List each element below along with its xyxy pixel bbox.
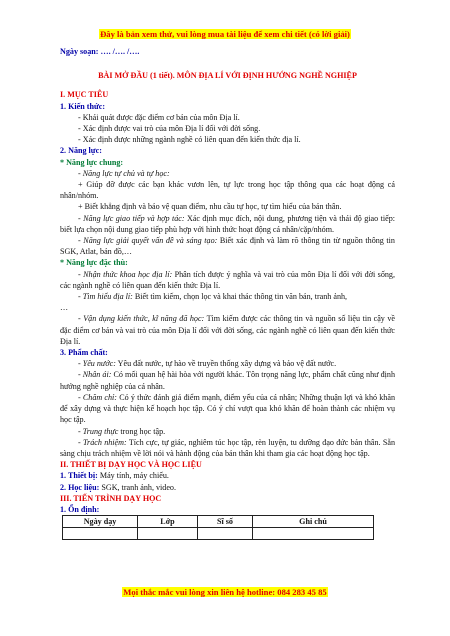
specific-competence-item [60, 313, 395, 347]
section-procedure-heading: III. TIẾN TRÌNH DẠY HỌC [60, 493, 162, 503]
quality-item [60, 437, 395, 459]
materials-line [60, 482, 395, 493]
quality-label: - Yêu nước: [78, 359, 116, 369]
competence-heading: 2. Năng lực: [60, 146, 102, 156]
communication-text: Xác định mục đích, nội dung, phương tiện và thái độ giao tiếp: biết lựa chọn nội dung giao tiếp phù hợp với hình thức hoạt động cá nhân/cặp/nhóm. [60, 213, 395, 234]
ellipsis-line: … [60, 303, 69, 313]
header-notes: Ghi chú [253, 516, 374, 528]
specific-competence-label: - Vận dụng kiến thức, kĩ năng đã học: [78, 314, 205, 324]
specific-competence-item [60, 269, 395, 291]
specific-competence-text: Biết tìm kiếm, chọn lọc và khai thác thông tin văn bản, tranh ảnh, [132, 292, 348, 302]
specific-competence-heading: * Năng lực đặc thù: [60, 258, 128, 268]
preview-notice-banner [0, 29, 450, 39]
specific-competence-text: Phân tích được ý nghĩa và vai trò của môn Địa lí đối với đời sống, các ngành nghề có liên quan đến kiến thức Địa lí. [60, 269, 395, 290]
self-study-item: + Biết khẳng định và bảo vệ quan điểm, nhu cầu tự học, tự tìm hiểu của bản thân. [78, 202, 342, 212]
materials-label: 2. Học liệu: [60, 482, 100, 492]
specific-competence-label: - Nhận thức khoa học địa lí: [78, 269, 173, 279]
table-cell [253, 528, 374, 540]
knowledge-item: - Xác định được vai trò của môn Địa lí đối với đời sống. [78, 124, 261, 134]
quality-item [60, 426, 395, 437]
hotline-banner [0, 587, 450, 597]
quality-text: Tích cực, tự giác, nghiêm túc học tập, rèn luyện, tu dưỡng đạo đức bản thân. Sẵn sàng chịu trách nhiệm về lời nói và hành động của bản thân khi tham gia các hoạt động học tập. [60, 437, 395, 458]
communication-paragraph [60, 213, 395, 235]
quality-text: Có mối quan hệ hài hòa với người khác. Tôn trọng năng lực, phẩm chất cũng như định hướng nghề nghiệp của cá nhân. [60, 370, 395, 391]
equipment-line [60, 470, 395, 481]
section-objectives-heading: I. MỤC TIÊU [60, 90, 109, 100]
lesson-document [60, 46, 395, 540]
specific-competence-label: - Tìm hiểu địa lí: [78, 292, 133, 302]
quality-item [60, 392, 395, 426]
equipment-text: Máy tính, máy chiếu. [97, 471, 169, 481]
equipment-label: 1. Thiết bị: [60, 471, 98, 481]
date-line: Ngày soạn: …. /…. /…. [60, 47, 140, 56]
quality-text: Có ý thức đánh giá điểm mạnh, điểm yếu của cá nhân; Những thuận lợi và khó khăn để xây dựng và thực hiện kế hoạch học tập. Có ý chí vượt qua khó khăn để hoàn thành các nhiệm vụ học tập. [60, 392, 395, 425]
quality-label: - Nhân ái: [78, 370, 112, 380]
table-cell [198, 528, 253, 540]
table-cell [63, 528, 138, 540]
table-cell [138, 528, 198, 540]
knowledge-heading: 1. Kiến thức: [60, 101, 106, 111]
communication-label: - Năng lực giao tiếp và hợp tác: [78, 213, 185, 223]
specific-competence-text: Tìm kiếm được các thông tin và nguồn số liệu tin cậy về đặc điểm cơ bản và vai trò của môn Địa lí đối với đời sống, các ngành nghề có liên quan đến kiến thức Địa lí. [60, 314, 395, 346]
problem-solving-text: Biết xác định và làm rõ thông tin từ nguồn thông tin SGK, Atlat, bản đồ,… [60, 236, 395, 257]
attendance-table [62, 515, 374, 540]
hotline-text: Mọi thắc mắc vui lòng xin liên hệ hotline: 084 283 45 85 [123, 587, 327, 597]
quality-label: - Chăm chỉ: [78, 392, 118, 402]
header-class: Lớp [138, 516, 198, 528]
knowledge-item: - Khái quát được đặc điểm cơ bản của môn Địa lí. [78, 112, 240, 122]
table-header-row [63, 516, 374, 528]
self-study-item: + Giúp đỡ được các bạn khác vươn lên, tự lực trong học tập thông qua các hoạt động cá nhân/nhóm. [60, 180, 395, 201]
self-study-label: - Năng lực tự chủ và tự học: [78, 168, 170, 178]
qualities-heading: 3. Phẩm chất: [60, 348, 108, 358]
section-equipment-heading: II. THIẾT BỊ DẠY HỌC VÀ HỌC LIỆU [60, 460, 202, 470]
stabilize-heading: 1. Ổn định: [60, 504, 100, 514]
quality-text: trong học tập. [118, 426, 166, 436]
knowledge-item: - Xác định được những ngành nghề có liên quan đến kiến thức địa lí. [78, 135, 301, 145]
materials-text: SGK, tranh ảnh, video. [99, 482, 176, 492]
problem-solving-paragraph [60, 235, 395, 257]
preview-notice-text: Đây là bản xem thử, vui lòng mua tài liệu để xem chi tiết (có lời giải) [100, 29, 350, 39]
quality-label: - Trung thực [78, 426, 119, 436]
quality-label: - Trách nhiệm: [78, 437, 127, 447]
table-row [63, 528, 374, 540]
quality-item [60, 358, 395, 369]
header-date: Ngày dạy [63, 516, 138, 528]
quality-item [60, 369, 395, 391]
general-competence-heading: * Năng lực chung: [60, 157, 124, 167]
specific-competence-item [60, 291, 395, 302]
quality-text: Yêu đất nước, tự hào về truyền thống xây dựng và bảo vệ đất nước. [115, 359, 337, 369]
problem-solving-label: - Năng lực giải quyết vấn đề và sáng tạo: [78, 236, 218, 246]
lesson-title: BÀI MỞ ĐẦU (1 tiết). MÔN ĐỊA LÍ VỚI ĐỊNH HƯỚNG NGHỀ NGHIỆP [98, 71, 357, 81]
header-count: Sĩ số [198, 516, 253, 528]
